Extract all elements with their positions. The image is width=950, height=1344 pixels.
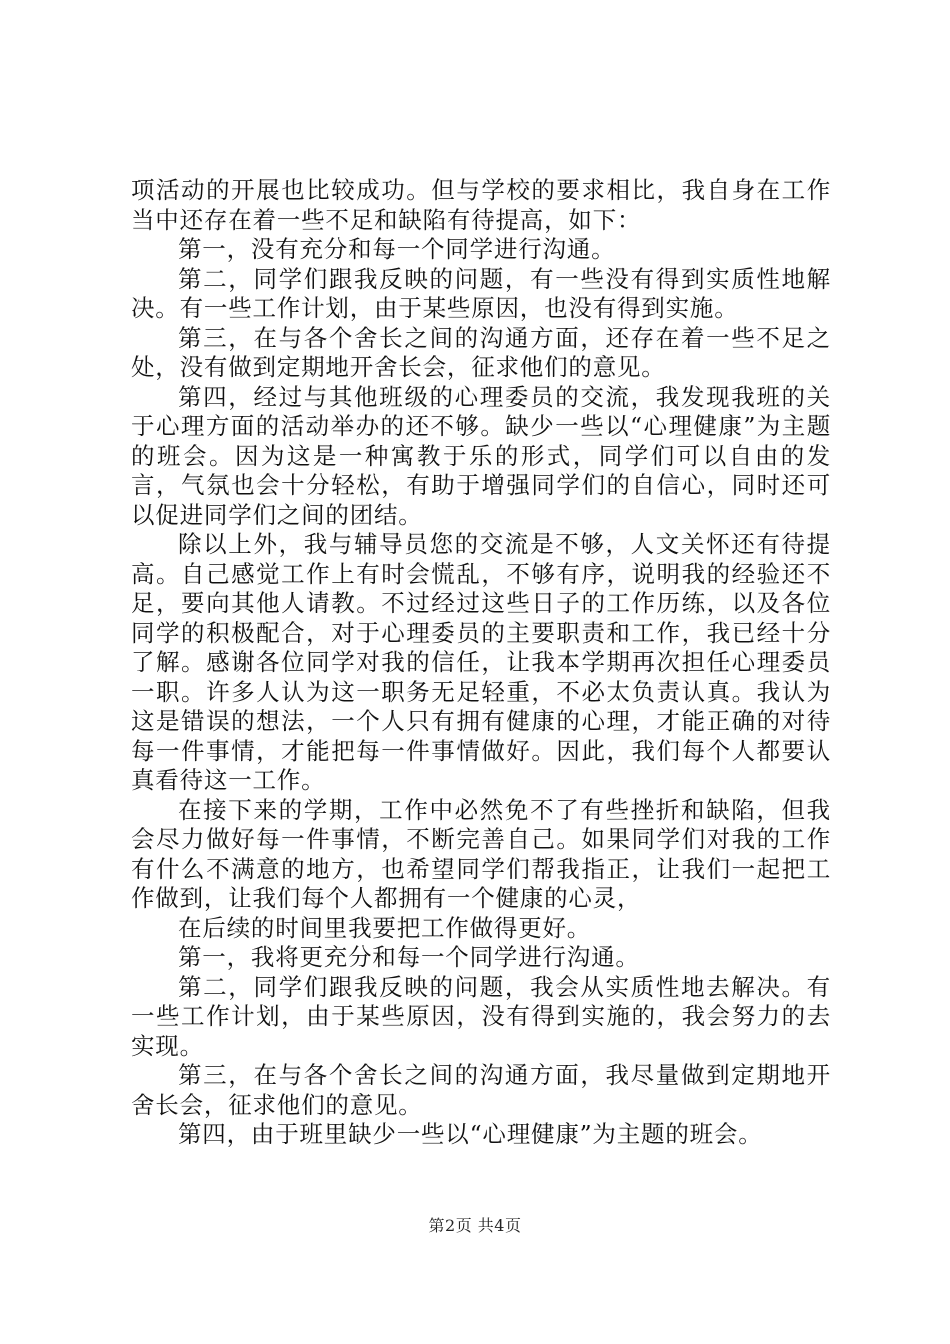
paragraph-shortcoming-4: 第四，经过与其他班级的心理委员的交流，我发现我班的关于心理方面的活动举办的还不够。缺少一些以“心理健康”为主题的班会。因为这是一种寓教于乐的形式，同学们可以自由的发言，气氛也会十分轻松，有助于增强同学们的自信心，同时还可以促进同学们之间的团结。: [131, 382, 831, 529]
paragraph-shortcoming-1: 第一，没有充分和每一个同学进行沟通。: [178, 235, 616, 263]
paragraph-plan-1: 第一，我将更充分和每一个同学进行沟通。: [178, 943, 640, 971]
page-footer: 第2页 共4页: [428, 1216, 522, 1235]
paragraph-outlook: 在接下来的学期，工作中必然免不了有些挫折和缺陷，但我会尽力做好每一件事情，不断完善自己。如果同学们对我的工作有什么不满意的地方，也希望同学们帮我指正，让我们一起把工作做到，让我们每个人都拥有一个健康的心灵，: [131, 795, 831, 912]
paragraph-shortcoming-3: 第三，在与各个舍长之间的沟通方面，还存在着一些不足之处，没有做到定期地开舍长会，征求他们的意见。: [131, 323, 831, 381]
paragraph-plan-intro: 在后续的时间里我要把工作做得更好。: [178, 913, 592, 942]
paragraph-reflection: 除以上外，我与辅导员您的交流是不够，人文关怀还有待提高。自己感觉工作上有时会慌乱，不够有序，说明我的经验还不足，要向其他人请教。不过经过这些日子的工作历练，以及各位同学的积极配合，对于心理委员的主要职责和工作，我已经十分了解。感谢各位同学对我的信任，让我本学期再次担任心理委员一职。许多人认为这一职务无足轻重，不必太负责认真。我认为这是错误的想法，一个人只有拥有健康的心理，才能正确的对待每一件事情，才能把每一件事情做好。因此，我们每个人都要认真看待这一工作。: [131, 530, 831, 794]
paragraph-shortcoming-2: 第二，同学们跟我反映的问题，有一些没有得到实质性地解决。有一些工作计划，由于某些原因，也没有得到实施。: [131, 264, 831, 322]
paragraph-plan-2: 第二，同学们跟我反映的问题，我会从实质性地去解决。有一些工作计划，由于某些原因，没有得到实施的，我会努力的去实现。: [131, 972, 831, 1060]
paragraph-continuation: 项活动的开展也比较成功。但与学校的要求相比，我自身在工作当中还存在着一些不足和缺陷有待提高，如下：: [131, 176, 831, 234]
document-body: [131, 176, 831, 1150]
paragraph-plan-4: 第四，由于班里缺少一些以“心理健康”为主题的班会。: [178, 1120, 763, 1148]
paragraph-plan-3: 第三，在与各个舍长之间的沟通方面，我尽量做到定期地开舍长会，征求他们的意见。: [131, 1061, 831, 1119]
